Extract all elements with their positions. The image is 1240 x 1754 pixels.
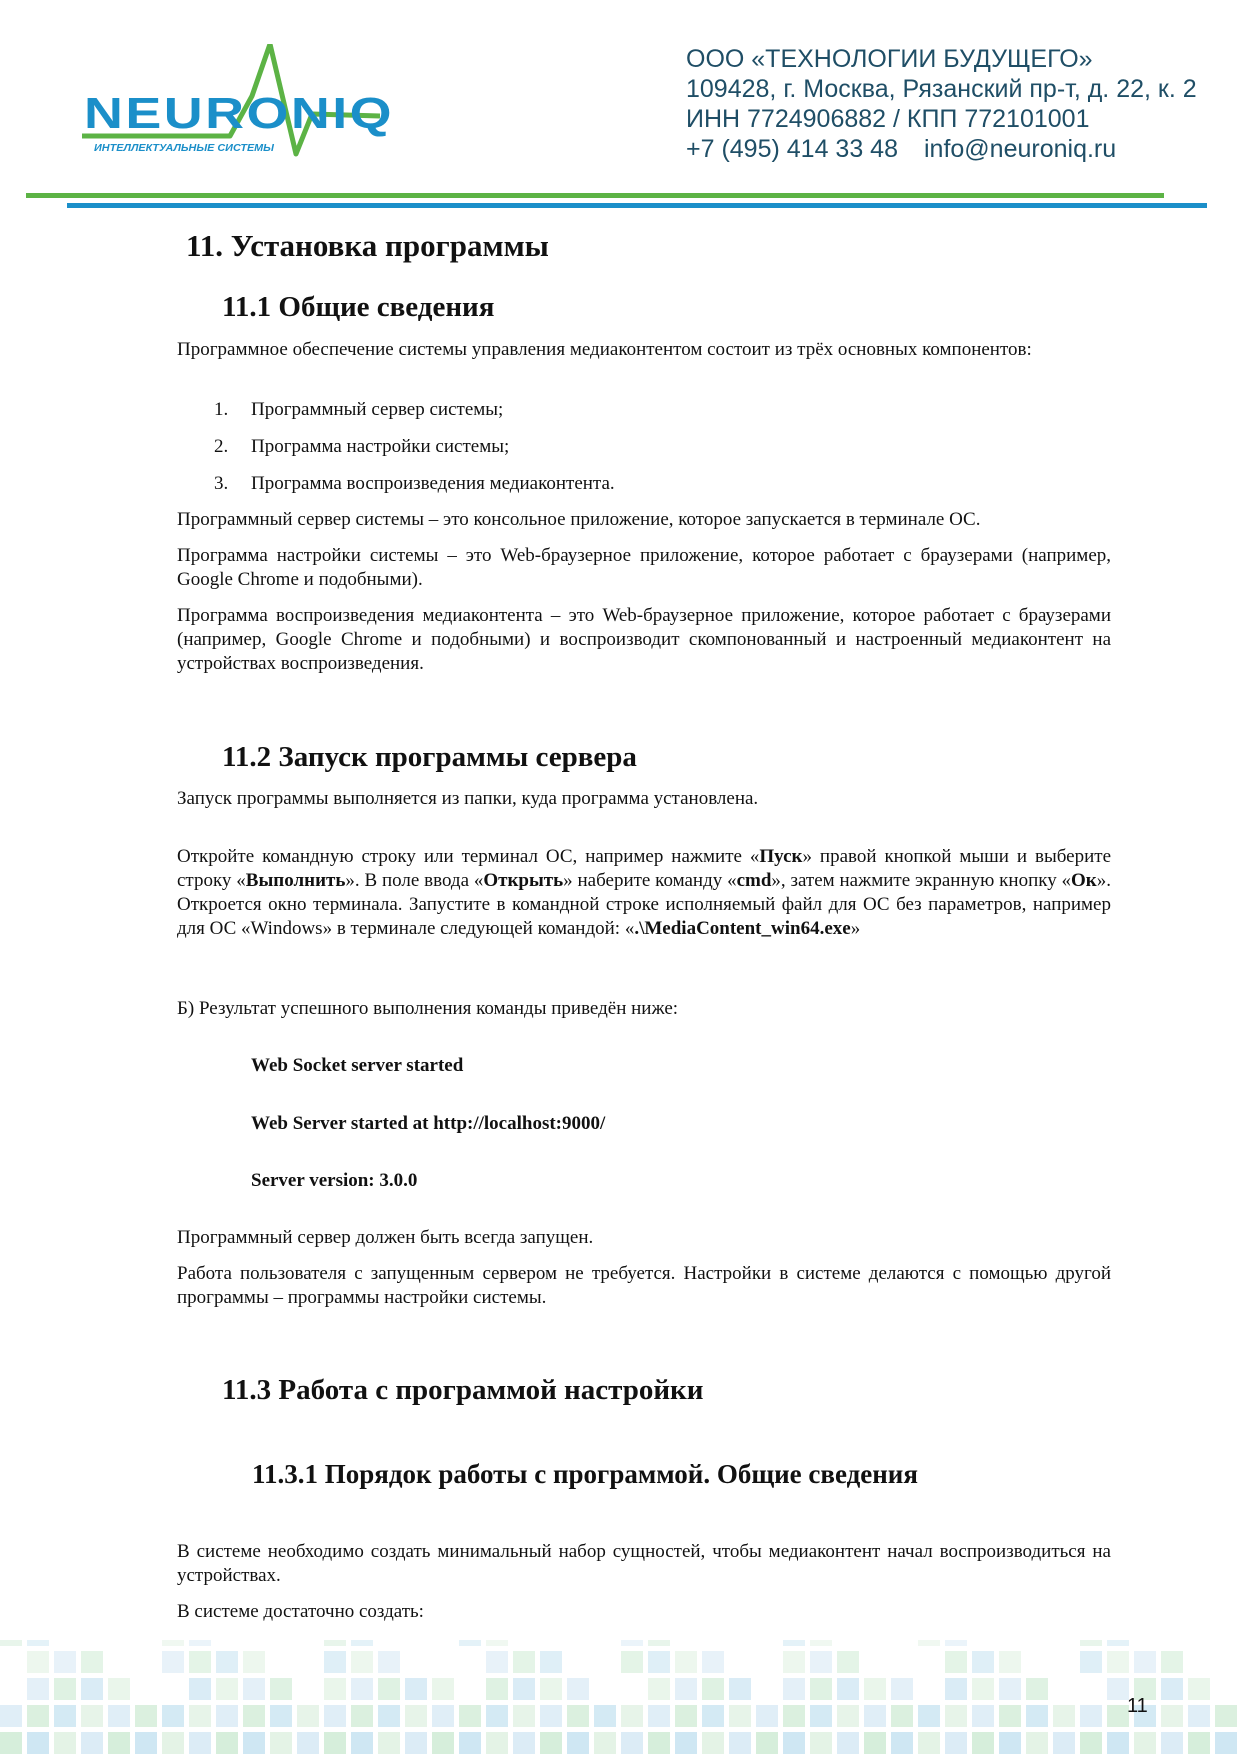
footer-tile <box>432 1678 454 1700</box>
footer-tile <box>1134 1651 1156 1673</box>
footer-tile <box>648 1678 670 1700</box>
footer-tile <box>135 1732 157 1754</box>
footer-tile <box>1080 1651 1102 1673</box>
footer-tile <box>945 1640 967 1646</box>
footer-tile <box>648 1732 670 1754</box>
footer-tile <box>405 1732 427 1754</box>
footer-tile <box>675 1705 697 1727</box>
paragraph-intro: Программное обеспечение системы управления медиаконтентом состоит из трёх основных компонентов: <box>177 339 1032 360</box>
console-output-line: Server version: 3.0.0 <box>251 1170 418 1191</box>
footer-tile <box>351 1705 373 1727</box>
footer-tile <box>783 1678 805 1700</box>
company-logo <box>80 44 410 164</box>
paragraph-result: Б) Результат успешного выполнения команды приведён ниже: <box>177 998 679 1019</box>
footer-tile <box>1161 1705 1183 1727</box>
footer-tile <box>1080 1705 1102 1727</box>
footer-tile <box>324 1651 346 1673</box>
footer-tile <box>621 1732 643 1754</box>
footer-tile <box>243 1651 265 1673</box>
footer-tile <box>162 1651 184 1673</box>
footer-tile <box>756 1705 778 1727</box>
footer-tile <box>459 1640 481 1646</box>
footer-tile <box>162 1640 184 1646</box>
footer-tile <box>405 1705 427 1727</box>
footer-tile <box>486 1678 508 1700</box>
header-divider-green <box>26 193 1164 198</box>
footer-tile <box>891 1678 913 1700</box>
paragraph-server-running: Программный сервер должен быть всегда запущен. <box>177 1227 594 1248</box>
footer-tile <box>999 1651 1021 1673</box>
paragraph-enough-to-create: В системе достаточно создать: <box>177 1601 424 1622</box>
footer-tile <box>702 1651 724 1673</box>
section-title: 11. Установка программы <box>186 228 549 263</box>
company-info <box>686 44 1197 164</box>
footer-tile <box>27 1640 49 1646</box>
footer-tile <box>891 1705 913 1727</box>
footer-tile <box>351 1732 373 1754</box>
company-inn-kpp: ИНН 7724906882 / КПП 772101001 <box>686 105 1090 133</box>
footer-tile <box>675 1732 697 1754</box>
footer-tile <box>513 1651 535 1673</box>
footer-tile <box>378 1651 400 1673</box>
list-item: 3. Программа воспроизведения медиаконтента. <box>214 473 615 494</box>
footer-tile <box>864 1678 886 1700</box>
footer-tile <box>243 1732 265 1754</box>
footer-tile <box>837 1651 859 1673</box>
footer-tile <box>27 1732 49 1754</box>
footer-tile <box>1026 1678 1048 1700</box>
footer-tile <box>378 1732 400 1754</box>
footer-tile <box>54 1732 76 1754</box>
company-address: 109428, г. Москва, Рязанский пр-т, д. 22, к. 2 <box>686 75 1197 103</box>
footer-tile <box>324 1705 346 1727</box>
footer-tile <box>918 1705 940 1727</box>
company-contacts <box>686 134 1197 164</box>
footer-tile <box>189 1640 211 1646</box>
paragraph-server: Программный сервер системы – это консольное приложение, которое запускается в терминале ОС. <box>177 509 981 530</box>
footer-tile <box>540 1651 562 1673</box>
footer-tile <box>1107 1651 1129 1673</box>
footer-tile <box>459 1732 481 1754</box>
footer-tile <box>1215 1732 1237 1754</box>
footer-tile <box>999 1678 1021 1700</box>
footer-tile <box>810 1732 832 1754</box>
footer-tile <box>1161 1651 1183 1673</box>
footer-tile <box>297 1732 319 1754</box>
footer-tile <box>486 1651 508 1673</box>
footer-tile <box>513 1678 535 1700</box>
footer-tile <box>729 1678 751 1700</box>
company-name: ООО «ТЕХНОЛОГИИ БУДУЩЕГО» <box>686 45 1093 73</box>
footer-tile <box>189 1678 211 1700</box>
company-phone: +7 (495) 414 33 48 <box>686 135 898 163</box>
footer-tile <box>189 1705 211 1727</box>
footer-tile <box>837 1678 859 1700</box>
footer-tile <box>108 1705 130 1727</box>
console-output-line: Web Server started at http://localhost:9000/ <box>251 1113 606 1134</box>
footer-tile <box>702 1732 724 1754</box>
footer-tile <box>810 1705 832 1727</box>
footer-tile <box>1026 1705 1048 1727</box>
footer-tile <box>351 1640 373 1646</box>
footer-tile <box>0 1732 22 1754</box>
paragraph-launch-folder: Запуск программы выполняется из папки, куда программа установлена. <box>177 788 759 809</box>
page-number: 11 <box>1127 1695 1148 1717</box>
footer-tile <box>27 1705 49 1727</box>
footer-tile <box>351 1651 373 1673</box>
footer-tile <box>648 1705 670 1727</box>
footer-tile <box>972 1705 994 1727</box>
company-email[interactable]: info@neuroniq.ru <box>923 135 1117 163</box>
footer-tile <box>702 1705 724 1727</box>
footer-tile <box>351 1678 373 1700</box>
footer-tile <box>1161 1678 1183 1700</box>
footer-tile <box>648 1640 670 1646</box>
footer-tile <box>81 1651 103 1673</box>
footer-tile <box>675 1651 697 1673</box>
header-divider-blue <box>67 203 1207 208</box>
footer-tile <box>540 1678 562 1700</box>
footer-tile <box>1107 1678 1129 1700</box>
list-item: 1. Программный сервер системы; <box>214 399 504 420</box>
footer-pattern <box>0 1640 1240 1754</box>
footer-tile <box>1107 1640 1129 1646</box>
footer-tile <box>729 1705 751 1727</box>
footer-tile <box>1134 1732 1156 1754</box>
footer-tile <box>270 1705 292 1727</box>
footer-tile <box>405 1678 427 1700</box>
footer-tile <box>135 1705 157 1727</box>
subsection-title-11-3: 11.3 Работа с программой настройки <box>222 1374 704 1406</box>
footer-tile <box>810 1651 832 1673</box>
footer-tile <box>513 1732 535 1754</box>
footer-tile <box>1053 1705 1075 1727</box>
footer-tile <box>432 1705 454 1727</box>
footer-tile <box>972 1732 994 1754</box>
footer-tile <box>324 1640 346 1646</box>
footer-tile <box>864 1705 886 1727</box>
footer-tile <box>567 1732 589 1754</box>
footer-tile <box>54 1651 76 1673</box>
footer-tile <box>945 1732 967 1754</box>
footer-tile <box>27 1678 49 1700</box>
footer-tile <box>810 1640 832 1646</box>
footer-tile <box>972 1678 994 1700</box>
footer-tile <box>324 1732 346 1754</box>
paragraph-launch-instructions: Откройте командную строку или терминал ОС, например нажмите «Пуск» правой кнопкой мыши и выберите строку «Выполнить». В поле ввода «Открыть» наберите команду «cmd», затем нажмите экранную кнопку «Ок». Откроется окно терминала. Запустите в командной строке исполняемый файл для ОС без параметров, например для ОС «Windows» в терминале следующей командой: «.\MediaContent_win64.exe» <box>177 846 1112 939</box>
footer-tile <box>1215 1705 1237 1727</box>
paragraph-user-work: Работа пользователя с запущенным сервером не требуется. Настройки в системе делаются с помощью другой программы – программы настройки системы. <box>177 1263 1111 1308</box>
footer-tile <box>216 1732 238 1754</box>
footer-tile <box>432 1732 454 1754</box>
logo-wordmark: NEURONIQ <box>84 89 394 138</box>
footer-tile <box>594 1732 616 1754</box>
footer-tile <box>999 1732 1021 1754</box>
footer-tile <box>945 1705 967 1727</box>
footer-tile <box>378 1705 400 1727</box>
footer-tile <box>1080 1732 1102 1754</box>
footer-tile <box>783 1705 805 1727</box>
console-output-line: Web Socket server started <box>251 1055 464 1076</box>
footer-tile <box>189 1732 211 1754</box>
footer-tile <box>621 1640 643 1646</box>
footer-tile <box>378 1678 400 1700</box>
footer-tile <box>1107 1705 1129 1727</box>
footer-tile <box>486 1732 508 1754</box>
footer-tile <box>162 1705 184 1727</box>
paragraph-minimal-set: В системе необходимо создать минимальный набор сущностей, чтобы медиаконтент начал воспроизводиться на устройствах. <box>177 1541 1111 1586</box>
footer-tile <box>81 1732 103 1754</box>
footer-tile <box>243 1705 265 1727</box>
footer-tile <box>972 1651 994 1673</box>
footer-tile <box>1188 1732 1210 1754</box>
footer-tile <box>702 1678 724 1700</box>
footer-tile <box>864 1732 886 1754</box>
footer-tile <box>810 1678 832 1700</box>
footer-tile <box>189 1651 211 1673</box>
footer-tile <box>0 1640 22 1646</box>
subsection-title-11-2: 11.2 Запуск программы сервера <box>222 741 637 773</box>
footer-tile <box>1188 1705 1210 1727</box>
footer-tile <box>216 1678 238 1700</box>
footer-tile <box>27 1651 49 1673</box>
footer-tile <box>486 1705 508 1727</box>
footer-tile <box>1053 1732 1075 1754</box>
footer-tile <box>486 1640 508 1646</box>
footer-tile <box>54 1678 76 1700</box>
footer-tile <box>81 1678 103 1700</box>
footer-tile <box>54 1705 76 1727</box>
footer-tile <box>540 1732 562 1754</box>
footer-tile <box>1161 1732 1183 1754</box>
footer-tile <box>108 1732 130 1754</box>
footer-tile <box>567 1678 589 1700</box>
footer-tile <box>108 1678 130 1700</box>
footer-tile <box>945 1678 967 1700</box>
footer-tile <box>999 1705 1021 1727</box>
footer-tile <box>918 1732 940 1754</box>
footer-tile <box>783 1640 805 1646</box>
footer-tile <box>1107 1732 1129 1754</box>
footer-tile <box>783 1651 805 1673</box>
footer-tile <box>0 1705 22 1727</box>
logo-subtitle: ИНТЕЛЛЕКТУАЛЬНЫЕ СИСТЕМЫ <box>94 143 276 154</box>
footer-tile <box>648 1651 670 1673</box>
footer-tile <box>756 1732 778 1754</box>
footer-tile <box>540 1705 562 1727</box>
footer-tile <box>675 1678 697 1700</box>
footer-tile <box>729 1732 751 1754</box>
footer-tile <box>945 1651 967 1673</box>
footer-tile <box>837 1732 859 1754</box>
footer-tile <box>270 1678 292 1700</box>
subsection-title-11-3-1: 11.3.1 Порядок работы с программой. Общие сведения <box>252 1459 918 1489</box>
paragraph-settings-app: Программа настройки системы – это Web-браузерное приложение, которое работает с браузерами (например, Google Chrome и подобными). <box>177 545 1111 590</box>
footer-tile <box>621 1705 643 1727</box>
footer-tile <box>594 1705 616 1727</box>
footer-tile <box>324 1678 346 1700</box>
footer-tile <box>1188 1678 1210 1700</box>
footer-tile <box>1026 1732 1048 1754</box>
footer-tile <box>1080 1640 1102 1646</box>
footer-tile <box>567 1705 589 1727</box>
footer-tile <box>783 1732 805 1754</box>
footer-tile <box>297 1705 319 1727</box>
footer-tile <box>216 1651 238 1673</box>
footer-tile <box>81 1705 103 1727</box>
footer-tile <box>513 1705 535 1727</box>
footer-tile <box>270 1732 292 1754</box>
subsection-title-11-1: 11.1 Общие сведения <box>222 291 495 323</box>
footer-tile <box>891 1732 913 1754</box>
footer-tile <box>918 1640 940 1646</box>
footer-tile <box>216 1705 238 1727</box>
footer-tile <box>243 1678 265 1700</box>
list-item: 2. Программа настройки системы; <box>214 436 510 457</box>
footer-tile <box>162 1732 184 1754</box>
footer-tile <box>459 1705 481 1727</box>
footer-tile <box>621 1651 643 1673</box>
footer-tile <box>837 1705 859 1727</box>
paragraph-player-app: Программа воспроизведения медиаконтента – это Web-браузерное приложение, которое работает с браузерами (например, Google Chrome и подобными) и воспроизводит скомпонованный и настроенный медиаконтент на устройствах воспроизведения. <box>177 605 1111 674</box>
